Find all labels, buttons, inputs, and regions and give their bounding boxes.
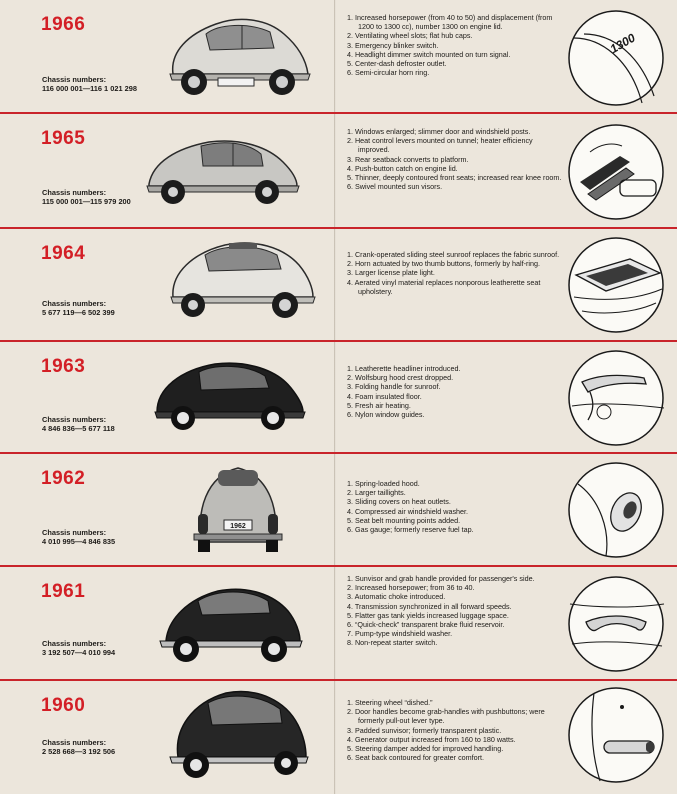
license-plate: 1962 <box>230 523 246 530</box>
car-photo-1961 <box>158 581 304 671</box>
feature-list <box>347 127 562 191</box>
chassis-numbers: 116 000 001—116 1 021 298 <box>42 84 137 93</box>
list-item: 2. Door handles become grab-handles with pushbuttons; were formerly pull-out lever type. <box>347 707 545 726</box>
list-item: 4. Headlight dimmer switch mounted on turn signal. <box>347 49 511 59</box>
list-item: 2. Wolfsburg hood crest dropped. <box>347 373 454 383</box>
list-item: 6. Nylon window guides. <box>347 410 425 420</box>
list-item: 5. Steering damper added for improved handling. <box>347 744 504 754</box>
list-item: 5. Center-dash defroster outlet. <box>347 59 447 69</box>
list-item: 1. Crank-operated sliding steel sunroof replaces the fabric sunroof. <box>347 250 560 259</box>
car-photo-1966 <box>158 12 318 102</box>
list-item: 4. Aerated vinyl material replaces nonporous leatherette seat upholstery. <box>347 277 541 296</box>
model-1961 <box>0 567 677 681</box>
list-item: 1. Spring-loaded hood. <box>347 479 420 488</box>
list-item: 1. Sunvisor and grab handle provided for passenger's side. <box>347 574 535 583</box>
list-item: 2. Increased horsepower; from 36 to 40. <box>347 583 475 593</box>
list-item: 5. Fresh air heating. <box>347 400 411 410</box>
list-item: 2. Horn actuated by two thumb buttons, formerly by half-ring. <box>347 259 540 269</box>
model-1962 <box>0 454 677 567</box>
chassis-label: Chassis numbers: <box>42 415 107 424</box>
list-item: 8. Non-repeat starter switch. <box>347 638 438 648</box>
car-photo-1964 <box>163 235 323 325</box>
model-1960 <box>0 681 677 794</box>
detail-sunroof-illustration <box>560 235 672 335</box>
list-item: 3. Rear seatback converts to platform. <box>347 154 469 164</box>
model-1964 <box>0 229 677 342</box>
list-item: 6. Seat back contoured for greater comfort. <box>347 753 485 763</box>
model-year: 1961 <box>41 581 86 602</box>
model-year: 1966 <box>41 14 86 35</box>
model-1966 <box>0 0 677 114</box>
detail-engine-lid-illustration <box>560 8 672 108</box>
car-photo-1963 <box>151 354 311 444</box>
model-1965 <box>0 114 677 229</box>
list-item: 6. “Quick-check” transparent brake fluid reservoir. <box>347 620 505 630</box>
model-year: 1962 <box>41 468 86 489</box>
list-item: 4. Push-button catch on engine lid. <box>347 163 458 173</box>
detail-taillight-illustration <box>560 460 672 560</box>
list-item: 1. Windows enlarged; slimmer door and windshield posts. <box>347 127 531 136</box>
feature-list <box>347 250 562 296</box>
list-item: 3. Automatic choke introduced. <box>347 592 446 602</box>
feature-list <box>347 13 562 77</box>
feature-list <box>347 479 562 534</box>
chassis-label: Chassis numbers: <box>42 188 107 197</box>
list-item: 2. Heat control levers mounted on tunnel; heater efficiency improved. <box>347 136 533 155</box>
chassis-numbers: 115 000 001—115 979 200 <box>42 197 131 206</box>
list-item: 2. Larger taillights. <box>347 488 406 498</box>
list-item: 6. Gas gauge; formerly reserve fuel tap. <box>347 525 474 535</box>
model-year: 1960 <box>41 695 86 716</box>
chassis-numbers: 5 677 119—6 502 399 <box>42 308 115 317</box>
list-item: 3. Emergency blinker switch. <box>347 40 439 50</box>
feature-list <box>347 574 562 648</box>
detail-grab-handle-illustration <box>560 574 672 674</box>
feature-list <box>347 364 562 419</box>
model-year: 1964 <box>41 243 86 264</box>
car-photo-1960 <box>162 685 312 781</box>
list-item: 1. Increased horsepower (from 40 to 50) and displacement (from 1200 to 1300 cc), number 1300 on engine lid. <box>347 13 553 32</box>
model-year: 1965 <box>41 128 86 149</box>
list-item: 4. Compressed air windshield washer. <box>347 506 469 516</box>
list-item: 7. Pump-type windshield washer. <box>347 629 453 639</box>
feature-list <box>347 698 562 762</box>
chassis-numbers: 4 010 995—4 846 835 <box>42 537 116 546</box>
list-item: 6. Semi-circular horn ring. <box>347 68 430 78</box>
chassis-numbers: 4 846 836—5 677 118 <box>42 424 115 433</box>
detail-sunroof-handle-illustration <box>560 348 672 448</box>
list-item: 5. Thinner, deeply contoured front seats; increased rear knee room. <box>347 173 562 183</box>
list-item: 5. Flatter gas tank yields increased luggage space. <box>347 610 509 620</box>
list-item: 2. Ventilating wheel slots; flat hub caps. <box>347 31 473 41</box>
list-item: 4. Foam insulated floor. <box>347 391 422 401</box>
chassis-label: Chassis numbers: <box>42 75 107 84</box>
list-item: 6. Swivel mounted sun visors. <box>347 182 443 192</box>
chassis-numbers: 2 528 668—3 192 506 <box>42 747 116 756</box>
detail-door-handle-illustration <box>560 685 672 785</box>
badge-1300: 1300 <box>607 30 638 57</box>
chassis-numbers: 3 192 507—4 010 994 <box>42 648 116 657</box>
model-year: 1963 <box>41 356 86 377</box>
list-item: 4. Generator output increased from 160 to 180 watts. <box>347 734 516 744</box>
chassis-label: Chassis numbers: <box>42 528 107 537</box>
list-item: 5. Seat belt mounting points added. <box>347 515 461 525</box>
list-item: 3. Sliding covers on heat outlets. <box>347 497 451 507</box>
list-item: 1. Steering wheel “dished.” <box>347 698 433 707</box>
car-photo-1962 <box>188 462 288 554</box>
list-item: 1. Leatherette headliner introduced. <box>347 364 461 373</box>
chassis-label: Chassis numbers: <box>42 639 107 648</box>
chassis-label: Chassis numbers: <box>42 299 107 308</box>
list-item: 3. Folding handle for sunroof. <box>347 382 441 392</box>
list-item: 3. Larger license plate light. <box>347 268 435 278</box>
car-photo-1965 <box>143 128 303 218</box>
list-item: 4. Transmission synchronized in all forward speeds. <box>347 601 512 611</box>
detail-heater-levers-illustration <box>560 122 672 222</box>
chassis-label: Chassis numbers: <box>42 738 107 747</box>
model-1963 <box>0 342 677 454</box>
list-item: 3. Padded sunvisor; formerly transparent plastic. <box>347 725 502 735</box>
